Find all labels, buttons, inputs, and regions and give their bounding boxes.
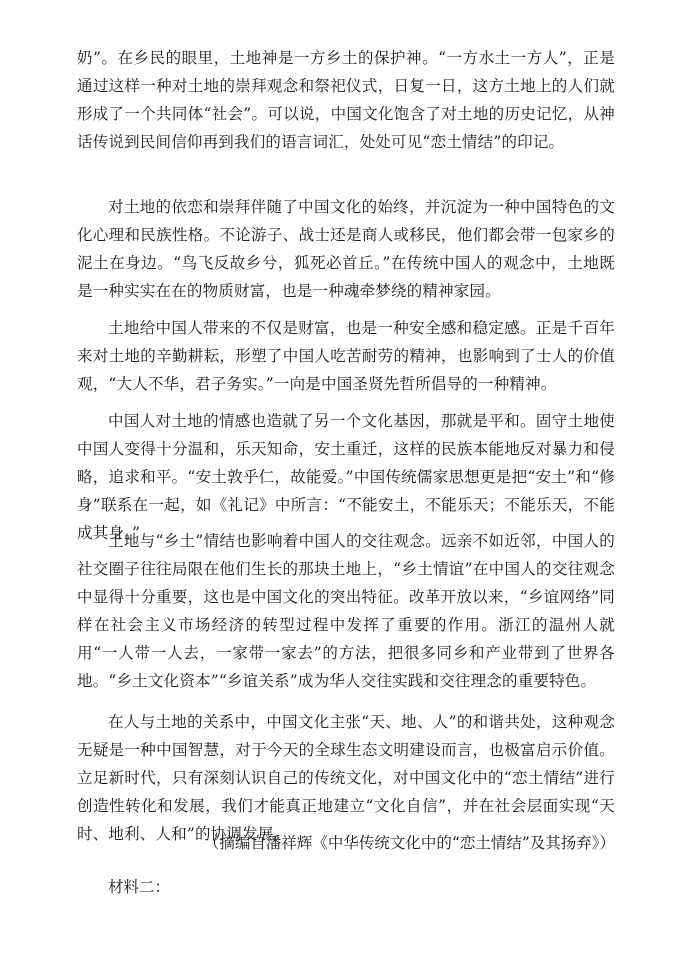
paragraph-2: 对土地的依恋和崇拜伴随了中国文化的始终，并沉淀为一种中国特色的文化心理和民族性格。不论游子、战士还是商人或移民，他们都会带一包家乡的泥土在身边。“鸟飞反故乡兮，狐死必首丘。”在传统中国人的观念中，土地既是一种实实在在的物质财富，也是一种魂牵梦绕的精神家园。 (77, 198, 615, 300)
paragraph-5: 土地与“乡土”情结也影响着中国人的交往观念。远亲不如近邻，中国人的社交圈子往往局限在他们生长的那块土地上，“乡土情谊”在中国人的交往观念中显得十分重要，这也是中国文化的突出特征。改革开放以来，“乡谊网络”同样在社会主义市场经济的转型过程中发挥了重要的作用。浙江的温州人就用“一人带一人去，一家带一家去”的方法，把很多同乡和产业带到了世界各地。“乡土文化资本”“乡谊关系”成为华人交往实践和交往理念的重要特色。 (77, 532, 615, 690)
material-two-label: 材料二： (108, 878, 171, 896)
paragraph-1: 奶”。在乡民的眼里，土地神是一方乡土的保护神。“一方水土一方人”，正是通过这样一种对土地的崇拜观念和祭祀仪式，日复一日，这方土地上的人们就形成了一个共同体“社会”。可以说，中国文化饱含了对土地的历史记忆，从神话传说到民间信仰再到我们的语言词汇，处处可见“恋土情结”的印记。 (77, 49, 615, 151)
paragraph-6: 在人与土地的关系中，中国文化主张“天、地、人”的和谐共处，这种观念无疑是一种中国智慧，对于今天的全球生态文明建设而言，也极富启示价值。立足新时代，只有深刻认识自己的传统文化，对中国文化中的“恋土情结”进行创造性转化和发展，我们才能真正地建立“文化自信”，并在社会层面实现“天时、地利、人和”的协调发展。 (77, 713, 615, 843)
paragraph-4: 中国人对土地的情感也造就了另一个文化基因，那就是平和。固守土地使中国人变得十分温和，乐天知命，安土重迁，这样的民族本能地反对暴力和侵略，追求和平。“安土敦乎仁，故能爱。”中国传统儒家思想更是把“安土”和“修身”联系在一起，如《礼记》中所言：“不能安土，不能乐天；不能乐天，不能成其身。” (77, 412, 615, 542)
paragraph-3: 土地给中国人带来的不仅是财富，也是一种安全感和稳定感。正是千百年来对土地的辛勤耕耘，形塑了中国人吃苦耐劳的精神，也影响到了士人的价值观，“大人不华，君子务实。”一向是中国圣贤先哲所倡导的一种精神。 (77, 319, 615, 393)
source-attribution: （摘编自潘祥辉《中华传统文化中的“恋土情结”及其扬弃》） (203, 834, 615, 852)
